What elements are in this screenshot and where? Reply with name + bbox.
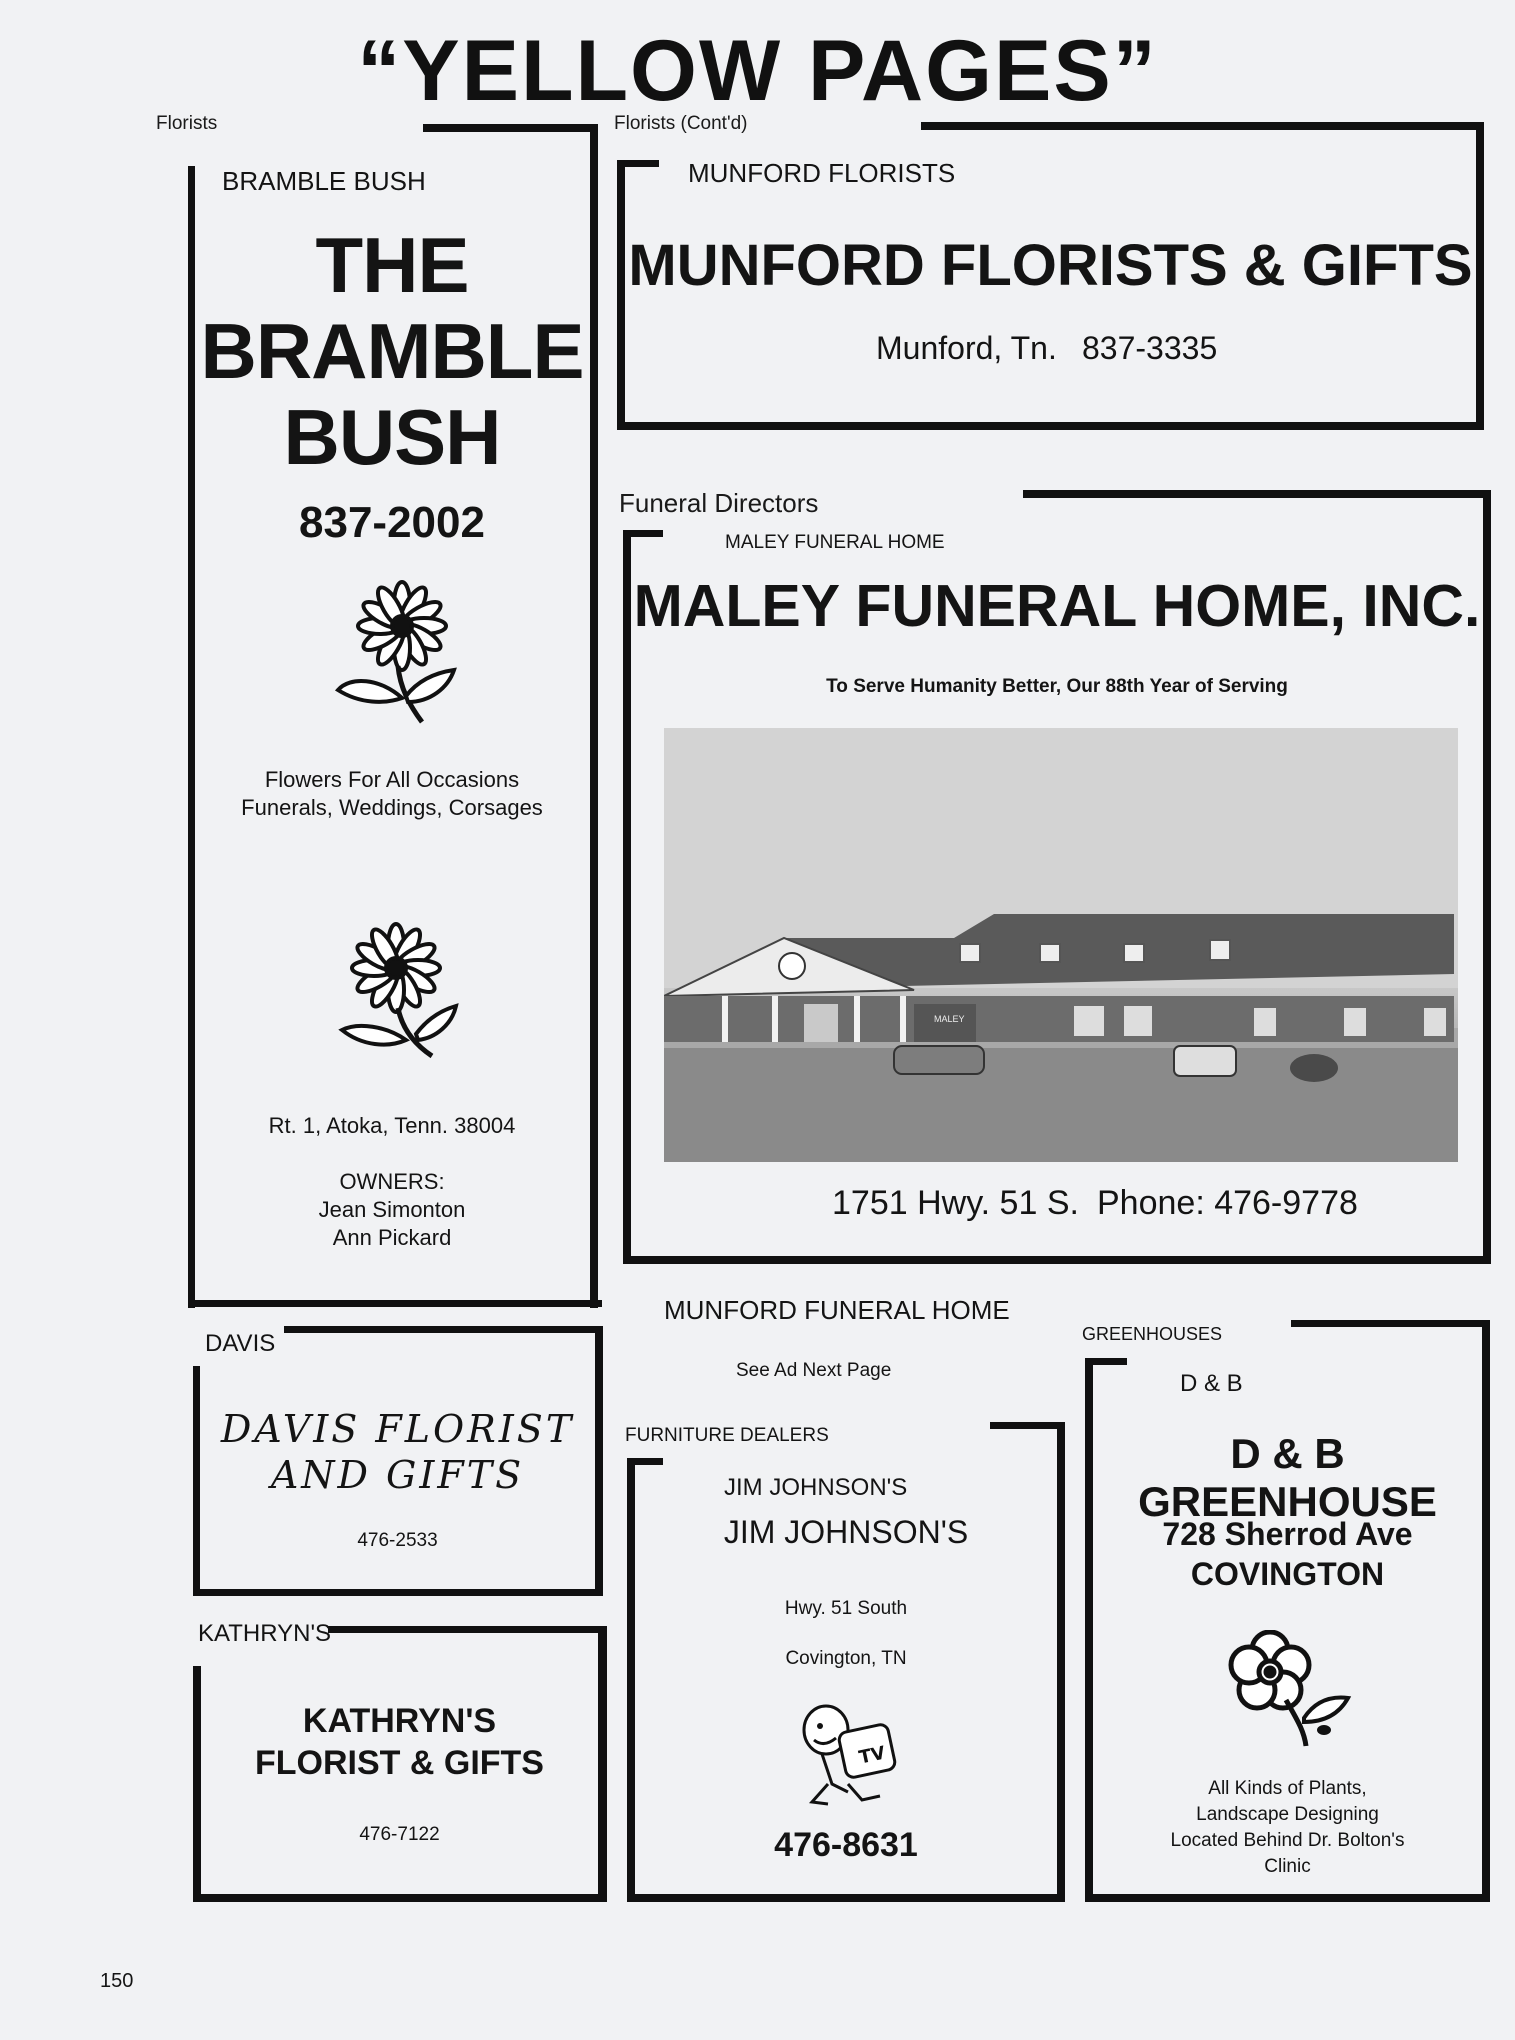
bramble-listing: BRAMBLE BUSH bbox=[222, 166, 426, 196]
maley-name: MALEY FUNERAL HOME, INC. bbox=[633, 573, 1481, 639]
tv-label: TV bbox=[857, 1742, 888, 1769]
bramble-name-line1: THE bbox=[315, 221, 469, 309]
frame-rule bbox=[1483, 490, 1491, 1264]
frame-rule bbox=[598, 1626, 607, 1902]
davis-listing: DAVIS bbox=[205, 1330, 276, 1357]
db-line4: Clinic bbox=[1264, 1856, 1311, 1877]
db-line1: All Kinds of Plants, bbox=[1208, 1778, 1367, 1799]
frame-rule bbox=[623, 530, 663, 537]
db-line3: Located Behind Dr. Bolton's bbox=[1170, 1830, 1405, 1851]
frame-rule bbox=[617, 160, 625, 430]
section-label-furniture-dealers: FURNITURE DEALERS bbox=[625, 1425, 829, 1446]
frame-rule bbox=[1085, 1358, 1127, 1365]
frame-rule bbox=[595, 1326, 603, 1596]
frame-rule bbox=[1023, 490, 1491, 498]
frame-rule bbox=[1057, 1422, 1065, 1902]
building-image bbox=[664, 728, 1458, 1162]
kathryns-listing: KATHRYN'S bbox=[198, 1620, 332, 1647]
frame-rule bbox=[328, 1626, 607, 1633]
bramble-tagline1: Flowers For All Occasions bbox=[264, 767, 520, 792]
tv-mascot-icon bbox=[792, 1700, 904, 1810]
frame-rule bbox=[1482, 1320, 1490, 1902]
maley-address: 1751 Hwy. 51 S. bbox=[832, 1184, 1079, 1222]
frame-rule bbox=[423, 124, 598, 132]
db-line2: Landscape Designing bbox=[1196, 1804, 1379, 1825]
bramble-tagline2: Funerals, Weddings, Corsages bbox=[241, 795, 543, 820]
frame-rule bbox=[590, 124, 598, 1308]
frame-rule bbox=[1085, 1894, 1490, 1902]
jim-johnson-listing: JIM JOHNSON'S bbox=[724, 1474, 908, 1501]
bramble-address: Rt. 1, Atoka, Tenn. 38004 bbox=[268, 1113, 516, 1138]
davis-phone: 476-2533 bbox=[357, 1530, 438, 1551]
maley-slogan: To Serve Humanity Better, Our 88th Year of Serving bbox=[826, 676, 1288, 697]
maley-building-photo bbox=[664, 728, 1458, 1162]
maley-sign-text: MALEY bbox=[934, 1014, 965, 1024]
jim-johnson-city: Covington, TN bbox=[785, 1648, 907, 1669]
maley-phone: Phone: 476-9778 bbox=[1097, 1184, 1358, 1222]
frame-rule bbox=[623, 1256, 1491, 1264]
db-name: D & B GREENHOUSE bbox=[1138, 1430, 1437, 1525]
db-city: COVINGTON bbox=[1190, 1556, 1385, 1592]
jim-johnson-address: Hwy. 51 South bbox=[784, 1598, 908, 1619]
frame-rule bbox=[627, 1458, 663, 1465]
frame-rule bbox=[193, 1894, 607, 1902]
frame-rule bbox=[284, 1326, 603, 1333]
frame-rule bbox=[193, 1589, 602, 1596]
page-number: 150 bbox=[100, 1970, 134, 1992]
section-label-florists: Florists bbox=[156, 113, 218, 134]
frame-rule bbox=[617, 422, 1484, 430]
frame-rule bbox=[617, 160, 659, 167]
munford-florists-name: MUNFORD FLORISTS & GIFTS bbox=[628, 233, 1473, 298]
frame-rule bbox=[921, 122, 1484, 130]
bramble-owners-label: OWNERS: bbox=[339, 1169, 445, 1194]
db-listing: D & B bbox=[1180, 1370, 1243, 1397]
jim-johnson-name: JIM JOHNSON'S bbox=[723, 1514, 969, 1550]
davis-name-line2: AND GIFTS bbox=[270, 1453, 525, 1497]
frame-rule bbox=[1085, 1358, 1093, 1902]
frame-rule bbox=[1291, 1320, 1490, 1327]
bramble-name-line3: BUSH bbox=[283, 393, 501, 481]
flower-icon bbox=[330, 578, 460, 726]
maley-listing: MALEY FUNERAL HOME bbox=[725, 532, 945, 553]
frame-rule bbox=[188, 1300, 602, 1307]
bramble-owner2: Ann Pickard bbox=[332, 1225, 452, 1250]
bramble-owner1: Jean Simonton bbox=[318, 1197, 466, 1222]
bramble-phone: 837-2002 bbox=[299, 498, 485, 547]
section-label-funeral-directors: Funeral Directors bbox=[619, 488, 819, 518]
frame-rule bbox=[193, 1366, 200, 1596]
page-title: “YELLOW PAGES” bbox=[357, 23, 1158, 119]
munford-funeral-note: See Ad Next Page bbox=[736, 1360, 892, 1381]
flower-icon bbox=[1224, 1630, 1358, 1750]
munford-florists-phone: 837-3335 bbox=[1082, 330, 1218, 366]
munford-florists-listing: MUNFORD FLORISTS bbox=[688, 158, 956, 188]
jim-johnson-phone: 476-8631 bbox=[774, 1826, 918, 1864]
munford-funeral-listing: MUNFORD FUNERAL HOME bbox=[664, 1295, 1010, 1325]
bramble-name-line2: BRAMBLE bbox=[200, 307, 584, 395]
frame-rule bbox=[1476, 122, 1484, 430]
davis-name-line1: DAVIS FLORIST bbox=[220, 1407, 575, 1451]
frame-rule bbox=[627, 1894, 1065, 1902]
frame-rule bbox=[623, 530, 631, 1264]
section-label-florists-contd: Florists (Cont'd) bbox=[614, 113, 748, 134]
frame-rule bbox=[193, 1666, 201, 1902]
frame-rule bbox=[188, 166, 195, 1308]
kathryns-phone: 476-7122 bbox=[359, 1824, 440, 1845]
kathryns-name-line1: KATHRYN'S bbox=[302, 1702, 497, 1740]
frame-rule bbox=[990, 1422, 1065, 1429]
frame-rule bbox=[627, 1458, 635, 1902]
db-street: 728 Sherrod Ave bbox=[1162, 1516, 1413, 1552]
flower-icon bbox=[336, 922, 466, 1062]
kathryns-name-line2: FLORIST & GIFTS bbox=[255, 1744, 544, 1782]
section-label-greenhouses: GREENHOUSES bbox=[1082, 1324, 1223, 1344]
munford-florists-city: Munford, Tn. bbox=[876, 330, 1057, 366]
